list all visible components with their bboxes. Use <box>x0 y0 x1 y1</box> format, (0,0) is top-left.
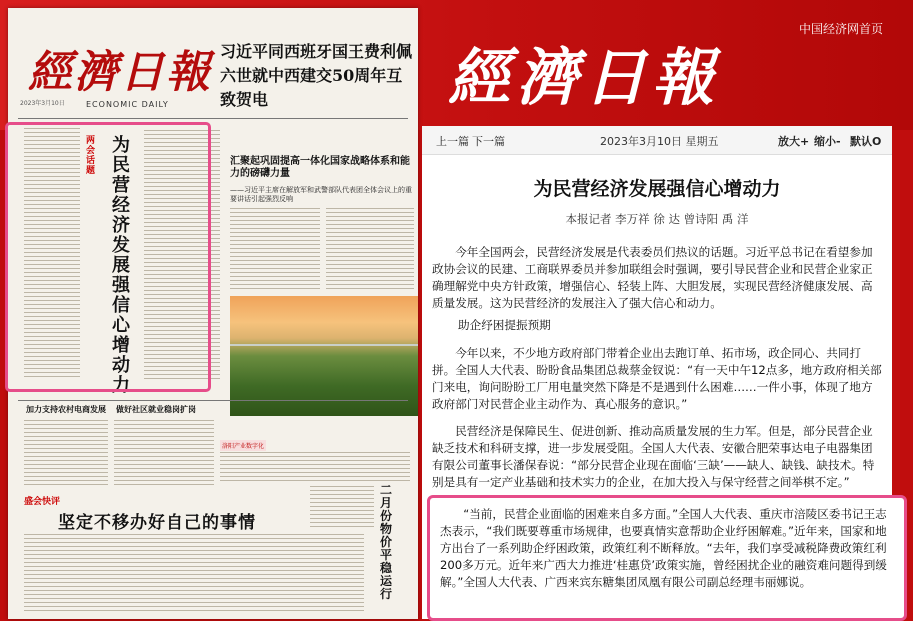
text-column <box>220 452 410 482</box>
bottom-headline[interactable]: 坚定不移办好自己的事情 <box>58 513 256 533</box>
field-photo[interactable] <box>230 296 418 416</box>
prev-article-link[interactable]: 上一篇 <box>436 135 469 148</box>
commentary-label: 盛会快评 <box>24 497 61 507</box>
article-paragraph: 今年以来，不少地方政府部门带着企业出去跑订单、拓市场，政企同心、共同打拼。全国人大代表、盼盼食品集团总裁蔡金钗说：“有一天中午12点多，地方政府相关部门来电，询问盼盼工厂用电量突然下降是不是遇到什么困难……一件小事，体现了地方政府部门对民营企业主动作为、真心服务的意识。” <box>432 346 882 411</box>
vertical-headline[interactable]: 为民营经济发展强信心增动力 <box>112 135 130 396</box>
article-byline: 本报记者 李万祥 徐 达 曾诗阳 禹 洋 <box>565 212 749 226</box>
zoom-in-button[interactable]: 放大+ <box>778 135 810 148</box>
text-column <box>326 208 414 292</box>
article-paragraph-highlighted: “当前，民营企业面临的困难来自多方面。”全国人大代表、重庆市涪陵区委书记王志杰表示，“我们既要尊重市场规律，也要真情实意帮助企业纾困解难。”近年来，国家和地方出台了一系列助企纾困政策，政策红利不断释放。“去年，我们享受减税降费政策红利200多万元。近年来广西大力推进‘桂惠贷’政策实施，曾经困扰企业的融资难问题得到缓解。”全国人大代表、广西来宾东糖集团凤凰有限公司副总经理韦丽娜说。 <box>440 507 887 589</box>
zoom-out-button[interactable]: 缩小- <box>814 135 841 148</box>
next-article-link[interactable]: 下一篇 <box>472 135 505 148</box>
headline-2[interactable]: 汇聚起巩固提高一体化国家战略体系和能力的磅礴力量 <box>230 156 410 179</box>
text-column <box>230 208 320 292</box>
red-item[interactable]: 洛阳产业数字化 <box>220 440 266 451</box>
issue-date: 2023年3月10日 星期五 <box>600 135 719 148</box>
highlight-box-left <box>5 122 211 392</box>
article-subheading: 助企纾困提振预期 <box>458 318 551 332</box>
economic-daily-logo: 經濟日報 <box>448 41 721 114</box>
side-vertical-headline[interactable]: 二月份物价平稳运行 <box>380 483 393 601</box>
highlight-box-right <box>427 495 907 621</box>
story-left-headline[interactable]: 加力支持农村电商发展 <box>26 404 106 414</box>
default-size-button[interactable]: 默认O <box>850 135 882 148</box>
rule <box>18 118 408 119</box>
rule <box>18 400 408 401</box>
article-title: 为民营经济发展强信心增动力 <box>533 178 781 200</box>
toolbar <box>422 126 892 155</box>
story-mid-headline[interactable]: 做好社区就业稳岗扩岗 <box>116 404 196 414</box>
text-column <box>24 534 364 614</box>
section-tag: 两会话题 <box>86 136 96 176</box>
article-paragraph: 民营经济是保障民生、促进创新、推动高质量发展的生力军。但是，部分民营企业缺乏技术和科研支撑，进一步发展受阻。全国人大代表、安徽合肥荣事达电子电器集团有限公司董事长潘保春说：“部分民营企业现在面临‘三缺’——缺人、缺钱、缺技术。特别是具有一定产业基础和技术实力的企业，在加大投入与保守经营之间举棋不定。” <box>432 424 875 489</box>
home-link[interactable]: 中国经济网首页 <box>798 22 883 36</box>
text-column <box>24 420 108 486</box>
newspaper-english-name: ECONOMIC DAILY <box>86 100 169 109</box>
article-paragraph: 今年全国两会，民营经济发展是代表委员们热议的话题。习近平总书记在看望参加政协会议的民建、工商联界委员并参加联组会时强调，要引导民营企业和民营企业家正确理解党中央方针政策，增强信心、轻装上阵、大胆发展，实现民营经济健康发展、高质量发展。这为民营经济的发展注入了强大信心和动力。 <box>432 245 873 310</box>
lead-headline[interactable]: 习近平同西班牙国王费利佩六世就中西建交50周年互致贺电 <box>220 42 413 109</box>
text-column <box>310 486 374 530</box>
subhead-2: ——习近平主席在解放军和武警部队代表团全体会议上的重要讲话引起强烈反响 <box>230 186 412 203</box>
newspaper-logo: 經濟日報 <box>28 47 212 98</box>
text-column <box>114 420 214 486</box>
newspaper-date: 2023年3月10日 <box>20 100 65 107</box>
